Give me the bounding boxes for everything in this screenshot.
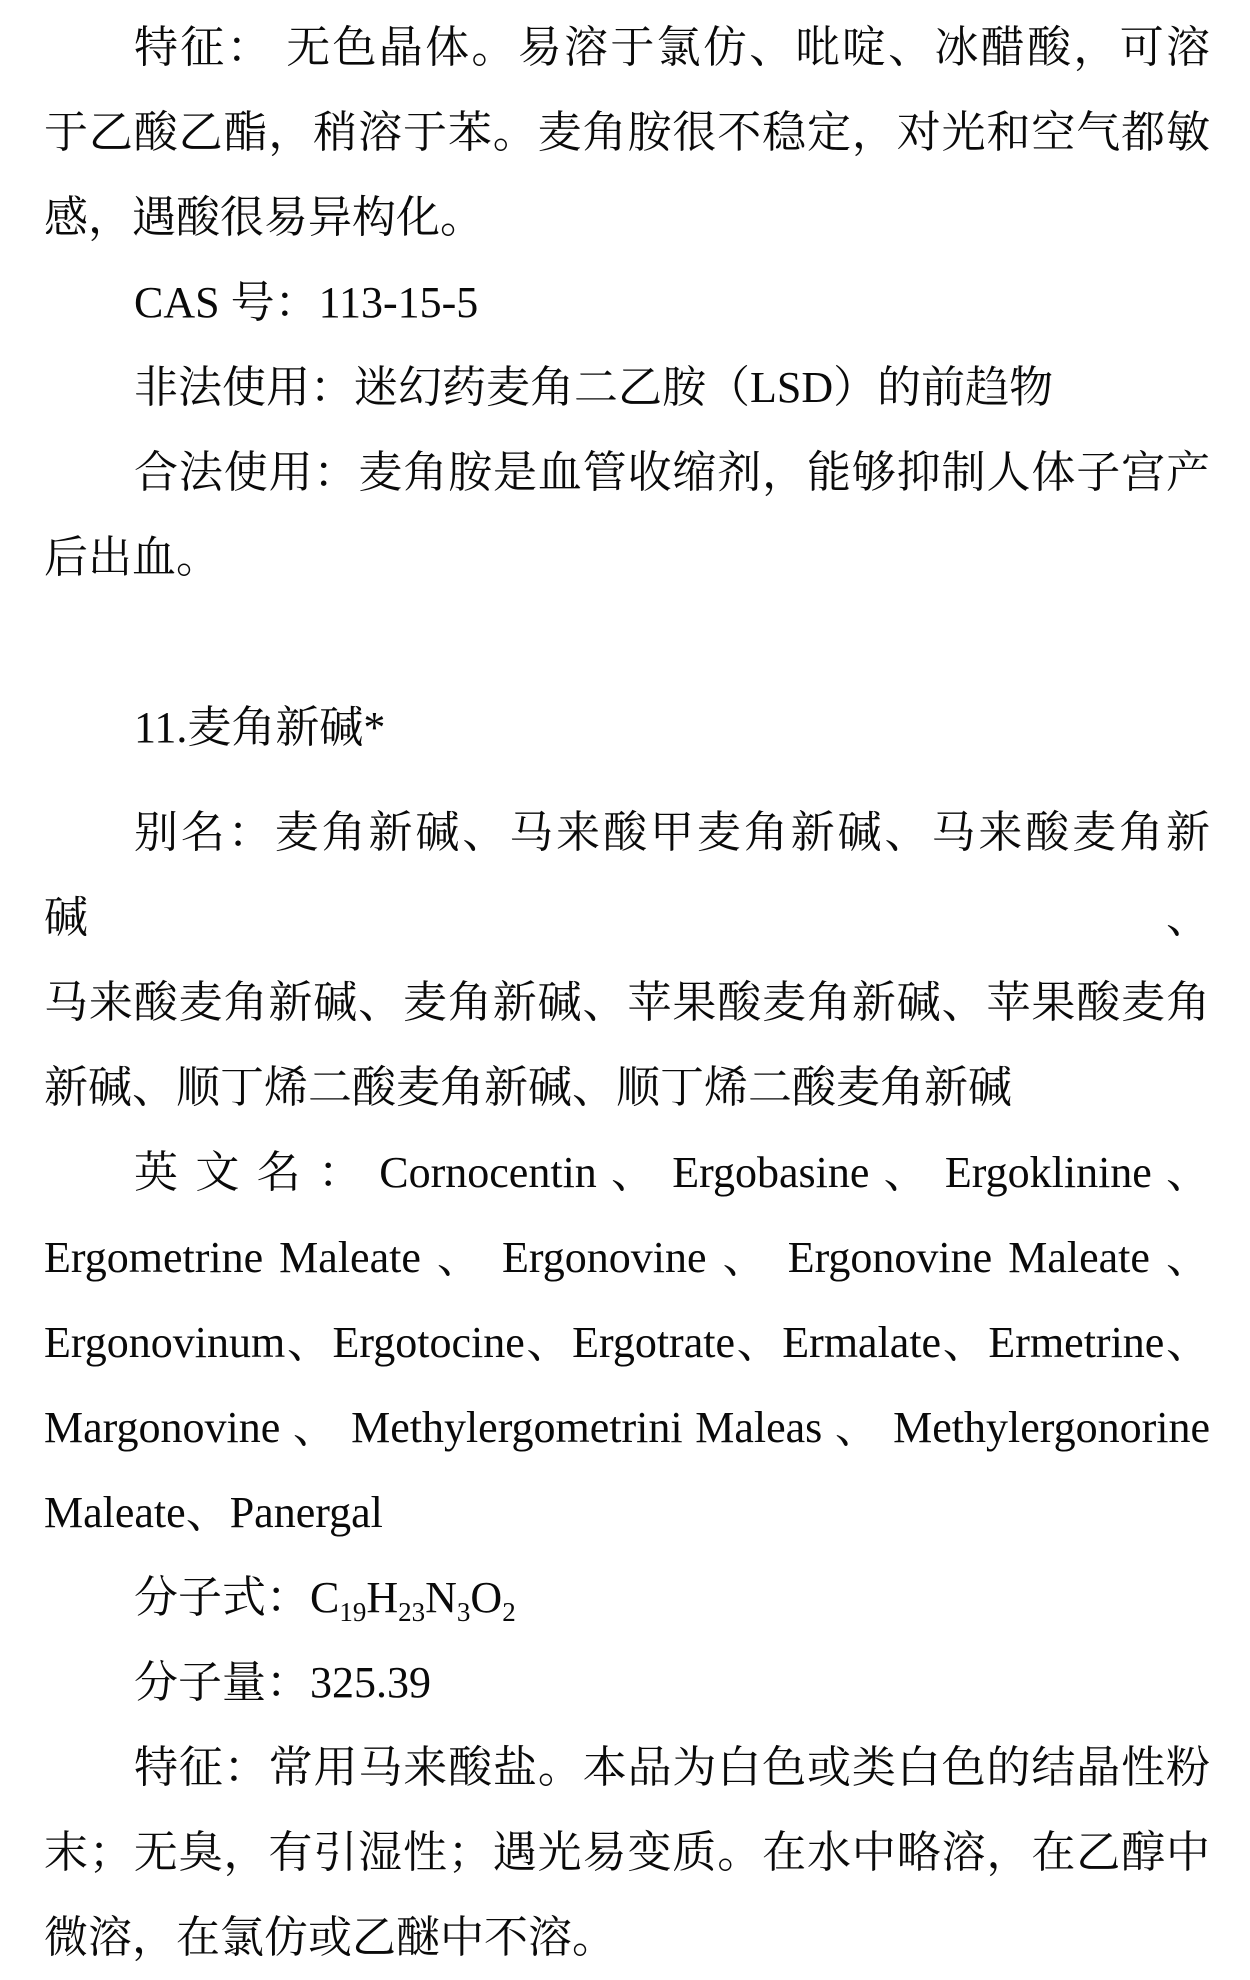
- text-line: Ergometrine Maleate 、 Ergonovine 、 Ergonovine Maleate 、: [44, 1233, 1210, 1282]
- text-line: 特征： 无色晶体。易溶于氯仿、吡啶、冰醋酸，可溶: [134, 23, 1210, 72]
- text-line: 感，遇酸很易异构化。: [44, 193, 484, 242]
- text-line: 英 文 名 ： Cornocentin 、 Ergobasine 、 Ergoklinine 、: [134, 1148, 1210, 1197]
- text-line: 后出血。: [44, 533, 220, 582]
- text-line: [44, 1555, 1210, 1640]
- formula-label: 分子式：: [134, 1573, 310, 1622]
- text-line: 别名：麦角新碱、马来酸甲麦角新碱、马来酸麦角新碱、: [44, 808, 1210, 942]
- text-line: 非法使用：迷幻药麦角二乙胺（LSD）的前趋物: [134, 363, 1054, 412]
- section-heading: 11.麦角新碱*: [134, 703, 386, 752]
- text-line: 微溶，在氯仿或乙醚中不溶。: [44, 1913, 616, 1962]
- document-body: [44, 5, 1210, 1980]
- text-line: 马来酸麦角新碱、麦角新碱、苹果酸麦角新碱、苹果酸麦角: [44, 978, 1210, 1027]
- text-line: Margonovine 、 Methylergometrini Maleas 、 Methylergonorine: [44, 1403, 1210, 1452]
- formula-subscript: 19: [339, 1597, 367, 1627]
- text-line: CAS 号：113-15-5: [134, 278, 479, 327]
- text-line: Ergonovinum、Ergotocine、Ergotrate、Ermalate、Ermetrine、: [44, 1318, 1210, 1367]
- paragraph-spacer: [44, 600, 1210, 685]
- text-line: Maleate、Panergal: [44, 1488, 383, 1537]
- text-line: 分子量：325.39: [134, 1658, 431, 1707]
- text-line: 末；无臭，有引湿性；遇光易变质。在水中略溶，在乙醇中: [44, 1828, 1210, 1877]
- text-line: 特征：常用马来酸盐。本品为白色或类白色的结晶性粉: [134, 1743, 1210, 1792]
- text-line: 于乙酸乙酯，稍溶于苯。麦角胺很不稳定，对光和空气都敏: [44, 108, 1210, 157]
- text-line: 合法使用：麦角胺是血管收缩剂，能够抑制人体子宫产: [134, 448, 1210, 497]
- formula-subscript: 23: [398, 1597, 426, 1627]
- text-line: 新碱、顺丁烯二酸麦角新碱、顺丁烯二酸麦角新碱: [44, 1063, 1012, 1112]
- molecular-formula: $C_{19}H_{23}N_3O_2$: [310, 1573, 516, 1627]
- formula-subscript: 2: [502, 1597, 516, 1627]
- formula-subscript: 3: [456, 1597, 471, 1627]
